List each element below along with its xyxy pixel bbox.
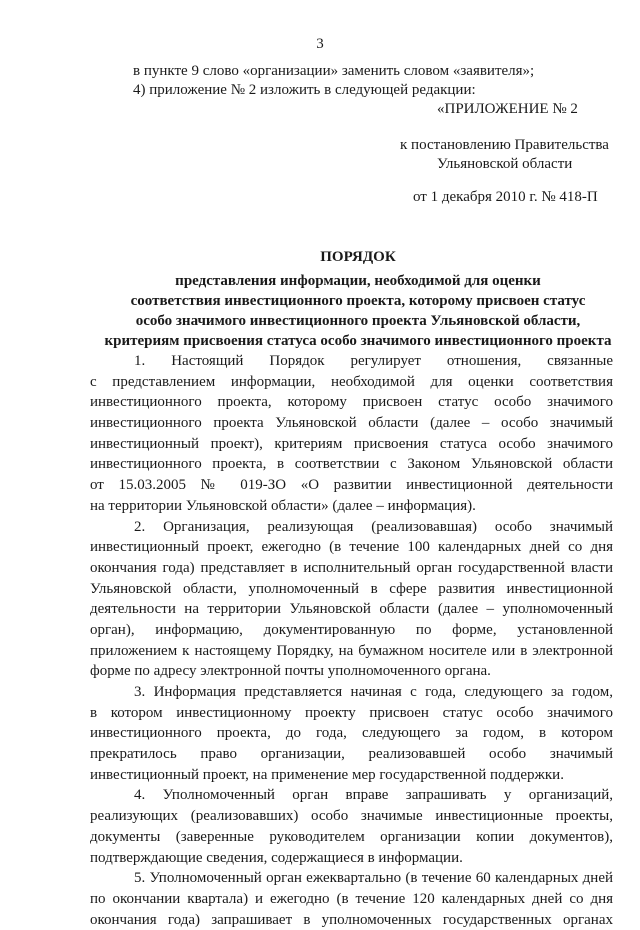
- paragraph-line: 4. Уполномоченный орган вправе запрашивать у организаций,: [134, 787, 613, 804]
- appendix-title: «ПРИЛОЖЕНИЕ № 2: [437, 101, 578, 117]
- paragraph-line: приложением к настоящему Порядку, на бумажном носителе или в электронной: [90, 642, 613, 659]
- paragraph-line: от 15.03.2005 № 019-ЗО «О развитии инвестиционной деятельности: [90, 477, 613, 494]
- appendix-to: к постановлению Правительства: [400, 137, 609, 153]
- heading-line: особо значимого инвестиционного проекта Ульяновской области,: [135, 313, 581, 329]
- paragraph: [90, 351, 613, 517]
- paragraph-line: деятельности на территории Ульяновской области (далее – уполномоченный: [90, 601, 613, 618]
- heading-line: соответствия инвестиционного проекта, которому присвоен статус: [130, 293, 586, 309]
- paragraph: [90, 517, 613, 683]
- paragraph-line: подтверждающие сведения, содержащиеся в информации.: [90, 849, 463, 866]
- document-heading: [88, 247, 628, 351]
- paragraph: [90, 868, 613, 930]
- paragraph-line: 2. Организация, реализующая (реализовавшая) особо значимый: [134, 518, 613, 535]
- paragraph-line: 1. Настоящий Порядок регулирует отношения, связанные: [134, 353, 613, 369]
- page-number: 3: [316, 36, 324, 52]
- paragraph-line: инвестиционного проекта, в соответствии с Законом Ульяновской области: [90, 456, 613, 473]
- paragraph-line: 3. Информация представляется начиная с года, следующего за годом,: [134, 684, 613, 700]
- paragraph-line: инвестиционного проекта Ульяновской области (далее – особо значимый: [90, 415, 613, 432]
- appendix-region: Ульяновской области: [437, 156, 573, 172]
- intro-line: 4) приложение № 2 изложить в следующей редакции:: [133, 82, 476, 98]
- paragraph-line: в котором инвестиционному проекту присвоен статус особо значимого: [90, 704, 613, 721]
- paragraph-line: с представлением информации, необходимой для оценки соответствия: [90, 373, 613, 390]
- paragraph-line: инвестиционного проекта, до года, следующего за годом, в котором: [90, 725, 613, 742]
- paragraph-line: форме по адресу электронной почты уполномоченного органа.: [90, 663, 491, 680]
- heading-line: критериям присвоения статуса особо значимого инвестиционного проекта: [104, 333, 612, 349]
- paragraph-line: орган), информацию, документированную по форме, установленной: [90, 621, 613, 638]
- paragraph: [90, 682, 613, 785]
- paragraph-line: документы (заверенные руководителем организации копии документов),: [90, 828, 613, 845]
- intro-line: в пункте 9 слово «организации» заменить словом «заявителя»;: [133, 63, 535, 79]
- heading-line: представления информации, необходимой для оценки: [175, 273, 541, 289]
- paragraph: [90, 785, 613, 868]
- body-text: [90, 351, 613, 930]
- heading-title: ПОРЯДОК: [320, 249, 396, 265]
- paragraph-line: окончания года) представляет в исполнительный орган государственной власти: [90, 559, 613, 576]
- paragraph-line: инвестиционный проект, на применение мер государственной поддержки.: [90, 766, 564, 783]
- paragraph-line: инвестиционного проекта, которому присвоен статус особо значимого: [90, 394, 613, 411]
- paragraph-line: Ульяновской области, уполномоченный в сфере развития инвестиционной: [90, 580, 613, 597]
- paragraph-line: 5. Уполномоченный орган ежеквартально (в течение 60 календарных дней: [134, 870, 613, 887]
- appendix-date: от 1 декабря 2010 г. № 418-П: [413, 189, 598, 205]
- paragraph-line: на территории Ульяновской области» (далее – информация).: [90, 497, 476, 514]
- paragraph-line: по окончании квартала) и ежегодно (в течение 120 календарных дней со дня: [90, 890, 613, 907]
- paragraph-line: инвестиционный проект, ежегодно (в течение 100 календарных дней со дня: [90, 539, 613, 556]
- paragraph-line: прекратилось право организации, реализовавшей особо значимый: [90, 746, 613, 763]
- paragraph-line: реализующих (реализовавших) особо значимые инвестиционные проекты,: [90, 808, 613, 825]
- paragraph-line: инвестиционный проект), критериям присвоения статуса особо значимого: [90, 435, 613, 452]
- paragraph-line: окончания года) запрашивает в уполномоченных государственных органах: [90, 911, 613, 928]
